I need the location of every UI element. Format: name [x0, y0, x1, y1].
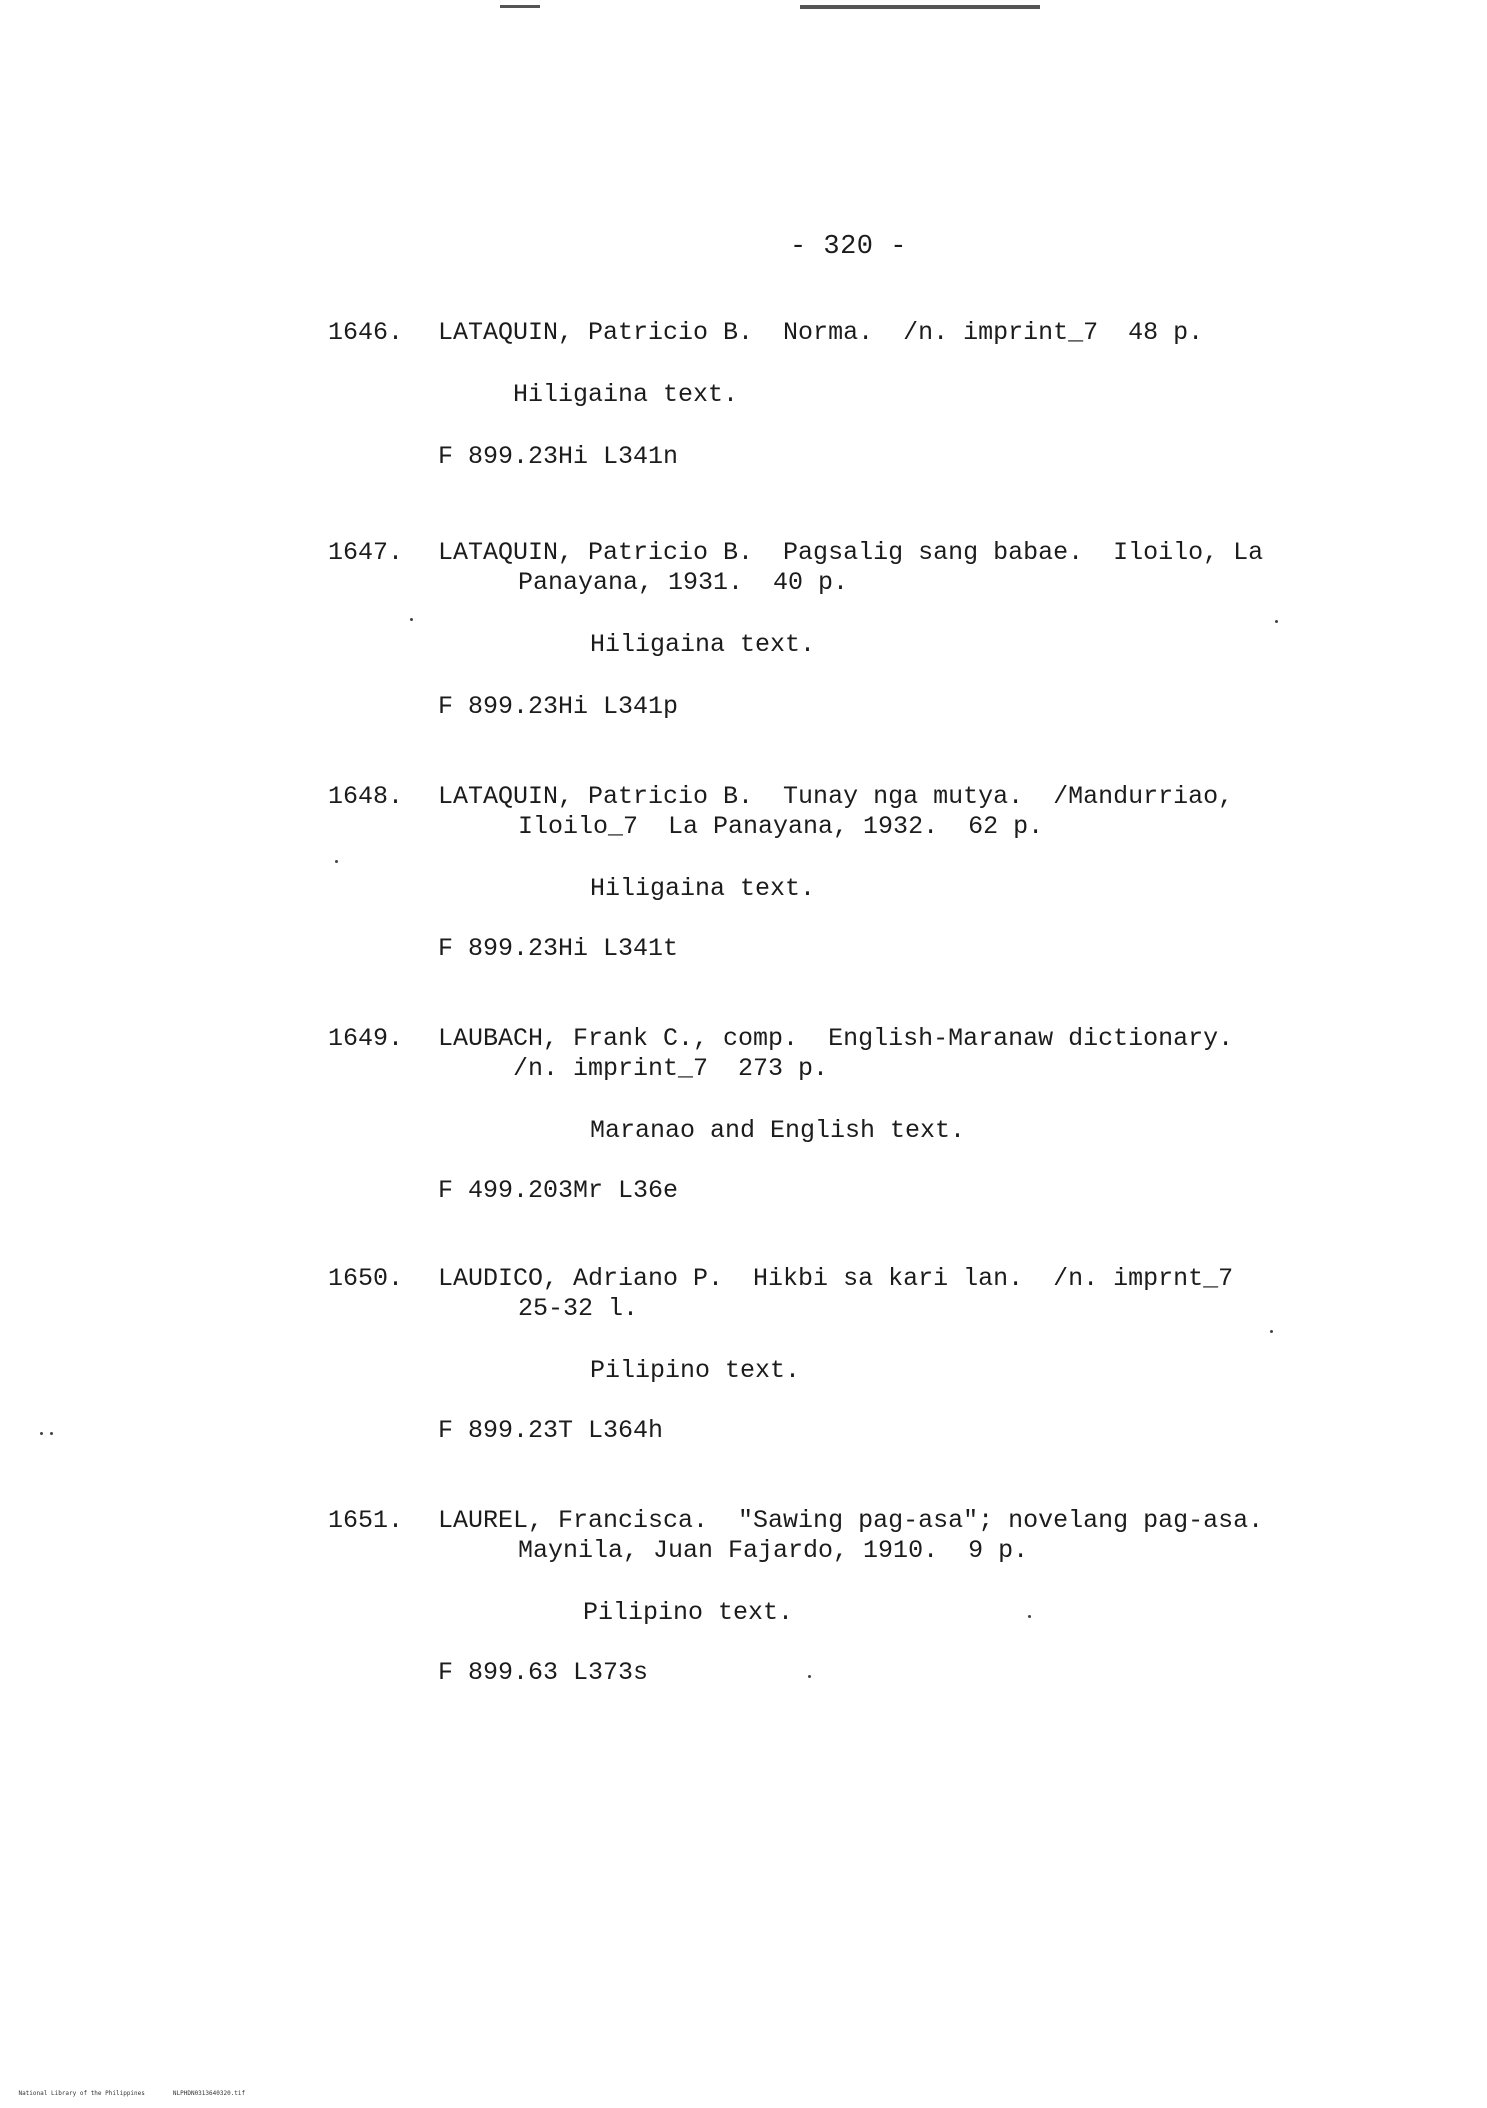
entry-number: 1649.	[328, 1024, 404, 1053]
bibliography-entry	[328, 1264, 1328, 1445]
entry-call-number: F 899.23T L364h	[438, 1416, 664, 1445]
entry-call-number: F 899.23Hi L341p	[438, 692, 679, 721]
entry-citation: LATAQUIN, Patricio B. Norma. /n. imprint_7 48 p.	[438, 318, 1204, 347]
entry-citation: LAUDICO, Adriano P. Hikbi sa kari lan. /n. imprnt_7	[438, 1264, 1234, 1293]
footer-filename: NLPHDN0313640320.tif	[172, 2090, 246, 2097]
scan-speck	[40, 1432, 43, 1435]
entry-language-note: Hiligaina text.	[513, 380, 739, 409]
entry-citation-continued: Maynila, Juan Fajardo, 1910. 9 p.	[518, 1536, 1029, 1565]
entry-citation-continued: /n. imprint_7 273 p.	[513, 1054, 829, 1083]
entry-call-number: F 899.23Hi L341n	[438, 442, 679, 471]
scan-footer	[4, 2083, 273, 2104]
bibliography-entry	[328, 538, 1328, 721]
entry-call-number: F 899.23Hi L341t	[438, 934, 679, 963]
scan-speck	[808, 1675, 811, 1678]
entry-citation-continued: Panayana, 1931. 40 p.	[518, 568, 849, 597]
scan-speck	[1275, 620, 1278, 623]
entry-citation: LATAQUIN, Patricio B. Pagsalig sang babae. Iloilo, La	[438, 538, 1264, 567]
entry-number: 1648.	[328, 782, 404, 811]
entry-citation: LAUBACH, Frank C., comp. English-Maranaw dictionary.	[438, 1024, 1234, 1053]
entry-call-number: F 899.63 L373s	[438, 1658, 649, 1687]
entry-call-number: F 499.203Mr L36e	[438, 1176, 679, 1205]
scan-speck	[1028, 1615, 1031, 1618]
footer-institution: National Library of the Philippines	[18, 2090, 145, 2097]
page-number: - 320 -	[790, 232, 907, 262]
entry-language-note: Pilipino text.	[590, 1356, 801, 1385]
entry-number: 1647.	[328, 538, 404, 567]
entry-number: 1651.	[328, 1506, 404, 1535]
bibliography-entry	[328, 318, 1328, 471]
entry-language-note: Pilipino text.	[583, 1598, 794, 1627]
entry-number: 1646.	[328, 318, 404, 347]
entry-number: 1650.	[328, 1264, 404, 1293]
bibliography-entry	[328, 782, 1328, 963]
entry-citation: LAUREL, Francisca. "Sawing pag-asa"; novelang pag-asa.	[438, 1506, 1264, 1535]
entry-citation-continued: Iloilo_7 La Panayana, 1932. 62 p.	[518, 812, 1044, 841]
scan-speck	[50, 1432, 53, 1435]
scan-edge-mark	[500, 0, 1040, 8]
entry-language-note: Hiligaina text.	[590, 630, 816, 659]
entry-language-note: Hiligaina text.	[590, 874, 816, 903]
bibliography-entry	[328, 1506, 1328, 1687]
entry-citation-continued: 25-32 l.	[518, 1294, 639, 1323]
scan-speck	[1270, 1330, 1273, 1333]
entry-language-note: Maranao and English text.	[590, 1116, 966, 1145]
bibliography-entry	[328, 1024, 1328, 1205]
entry-citation: LATAQUIN, Patricio B. Tunay nga mutya. /Mandurriao,	[438, 782, 1234, 811]
scan-speck	[335, 860, 338, 863]
scan-speck	[410, 618, 413, 621]
